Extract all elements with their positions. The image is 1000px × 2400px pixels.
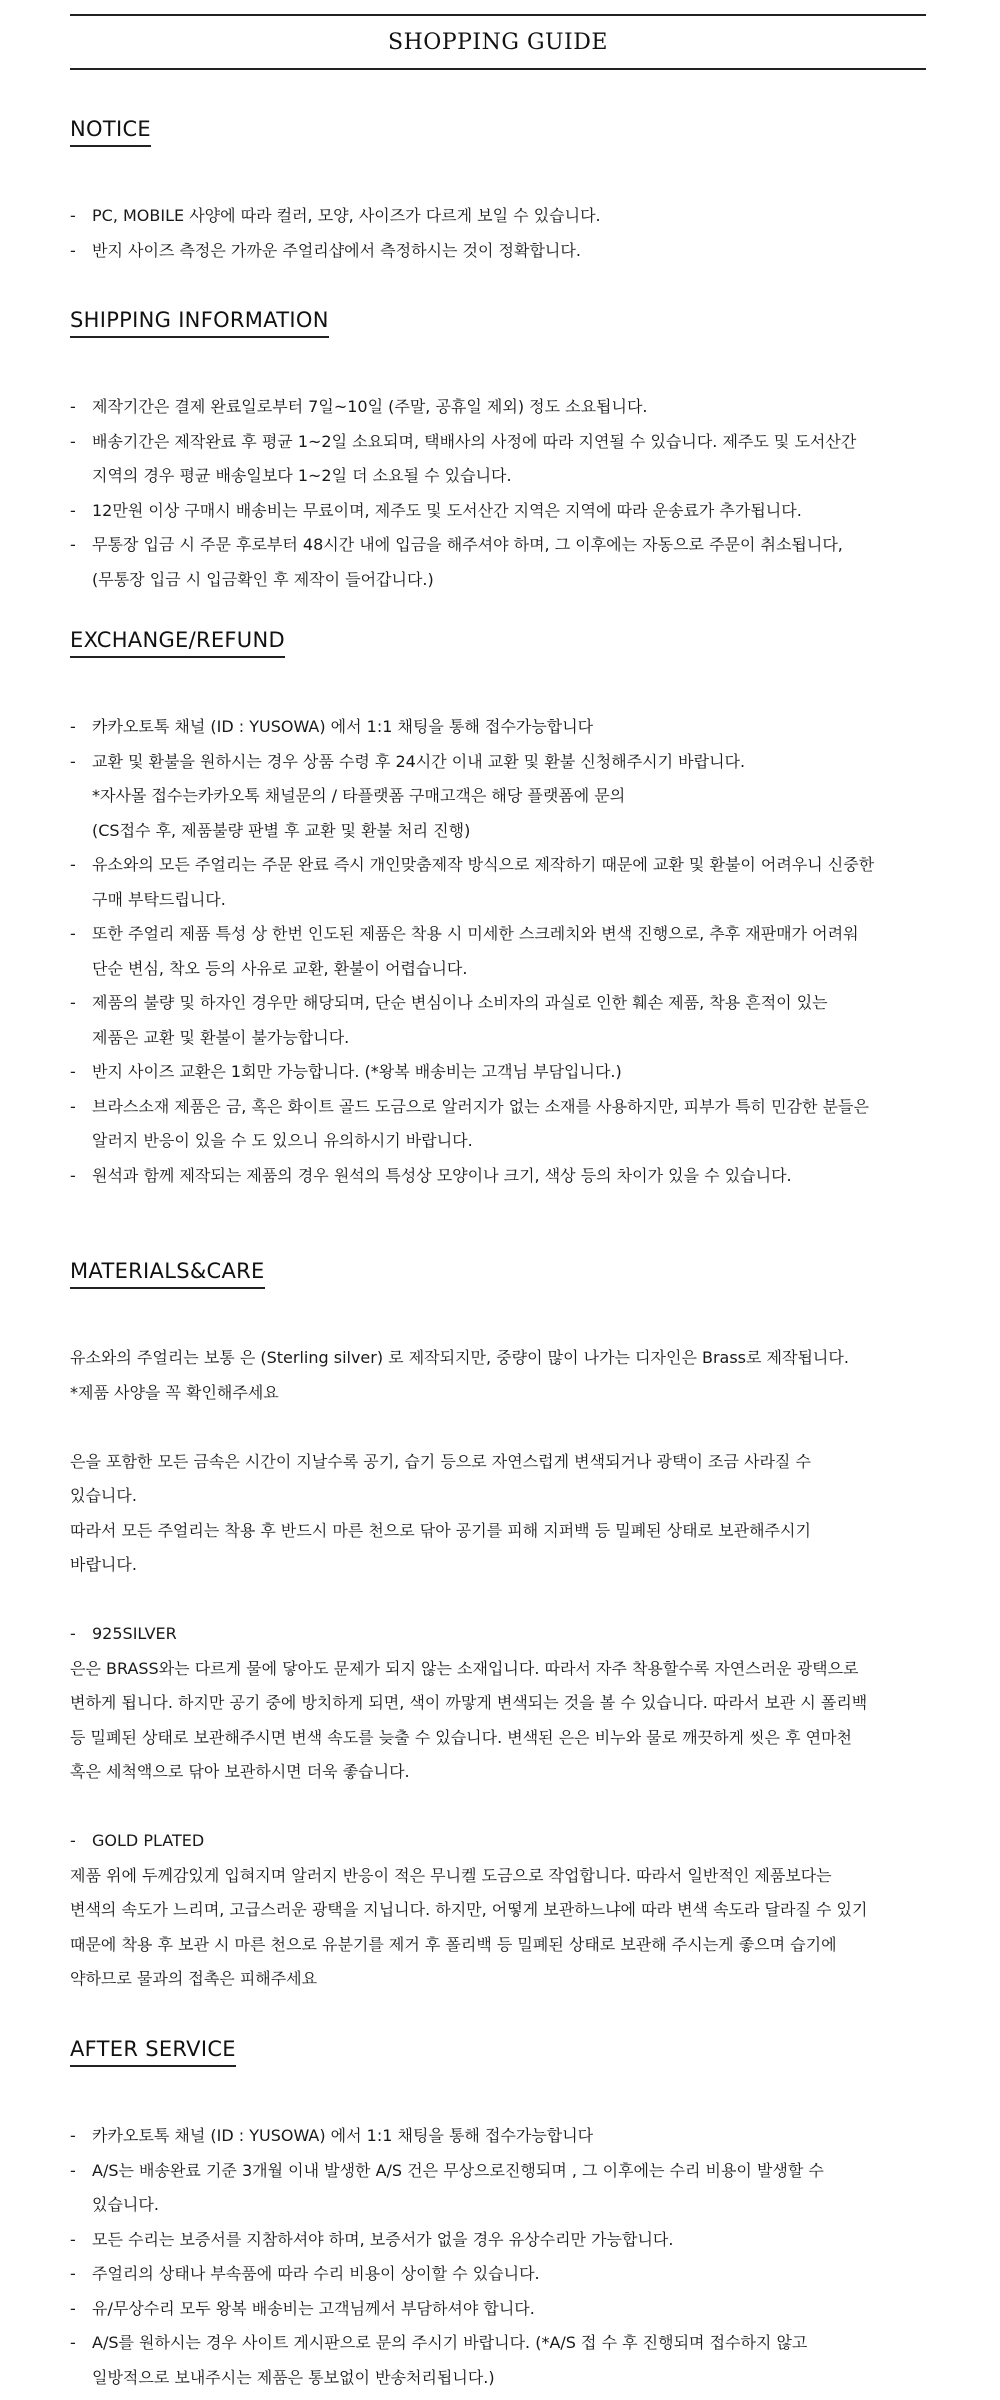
materials-section — [70, 1258, 926, 1997]
gold-label: GOLD PLATED — [92, 1831, 205, 1850]
list-item: - A/S를 원하시는 경우 사이트 게시판으로 문의 주시기 바랍니다. (*A/S 접 수 후 진행되며 접수하지 않고 일방적으로 보내주시는 제품은 통보없이 반송처리됩니다.) — [70, 2333, 808, 2387]
list-item: - 카카오토톡 채널 (ID : YUSOWA) 에서 1:1 채팅을 통해 접수가능합니다 — [70, 717, 594, 736]
list-item: - 또한 주얼리 제품 특성 상 한번 인도된 제품은 착용 시 미세한 스크레치와 변색 진행으로, 추후 재판매가 어려워 단순 변심, 착오 등의 사유로 교환, 환불이 어렵습니다. — [70, 924, 859, 978]
list-item: - PC, MOBILE 사양에 따라 컬러, 모양, 사이즈가 다르게 보일 수 있습니다. — [70, 206, 601, 225]
after-service-section — [70, 2036, 926, 2395]
list-item: - 제품의 불량 및 하자인 경우만 해당되며, 단순 변심이나 소비자의 과실로 인한 훼손 제품, 착용 흔적이 있는 제품은 교환 및 환불이 불가능합니다. — [70, 993, 828, 1047]
guide-title-bar — [70, 14, 926, 70]
list-item: - 주얼리의 상태나 부속품에 따라 수리 비용이 상이할 수 있습니다. — [70, 2264, 540, 2283]
gold-label-list — [70, 1824, 926, 1859]
exchange-heading: EXCHANGE/REFUND — [70, 627, 285, 658]
materials-general-care: 은을 포함한 모든 금속은 시간이 지날수록 공기, 습기 등으로 자연스럽게 변색되거나 광택이 조금 사라질 수 있습니다. 따라서 모든 주얼리는 착용 후 반드시 마른 천으로 닦아 공기를 피해 지퍼백 등 밀폐된 상태로 보관해주시기 바랍니다. — [70, 1451, 811, 1574]
list-item: - GOLD PLATED — [70, 1831, 205, 1850]
list-item: - 배송기간은 제작완료 후 평균 1~2일 소요되며, 택배사의 사정에 따라 지연될 수 있습니다. 제주도 및 도서산간 지역의 경우 평균 배송일보다 1~2일 더 소요될 수 있습니다. — [70, 431, 857, 485]
list-item: - 원석과 함께 제작되는 제품의 경우 원석의 특성상 모양이나 크기, 색상 등의 차이가 있을 수 있습니다. — [70, 1165, 792, 1185]
list-item: - 교환 및 환불을 원하시는 경우 상품 수령 후 24시간 이내 교환 및 환불 신청해주시기 바랍니다. *자사몰 접수는카카오톡 채널문의 / 타플랫폼 구매고객은 해당 플랫폼에 문의 (CS접수 후, 제품불량 판별 후 교환 및 환불 처리 진행) — [70, 751, 746, 840]
list-item: - 반지 사이즈 측정은 가까운 주얼리샵에서 측정하시는 것이 정확합니다. — [70, 240, 581, 260]
list-item: - 브라스소재 제품은 금, 혹은 화이트 골드 도금으로 알러지가 없는 소재를 사용하지만, 피부가 특히 민감한 분들은 알러지 반응이 있을 수 도 있으니 유의하시기 바랍니다. — [70, 1096, 869, 1150]
page-title: SHOPPING GUIDE — [388, 29, 608, 55]
exchange-list — [70, 710, 926, 1193]
shipping-list — [70, 390, 926, 597]
list-item: - 12만원 이상 구매시 배송비는 무료이며, 제주도 및 도서산간 지역은 지역에 따라 운송료가 추가됩니다. — [70, 500, 802, 520]
list-item: - 무통장 입금 시 주문 후로부터 48시간 내에 입금을 해주셔야 하며, 그 이후에는 자동으로 주문이 취소됩니다, (무통장 입금 시 입금확인 후 제작이 들어갑니다.) — [70, 535, 843, 589]
gold-care-text: 제품 위에 두께감있게 입혀지며 알러지 반응이 적은 무니켈 도금으로 작업합니다. 따라서 일반적인 제품보다는 변색의 속도가 느리며, 고급스러운 광택을 지닙니다. 하지만, 어떻게 보관하느냐에 따라 변색 속도라 달라질 수 있기 때문에 착용 후 보관 시 마른 천으로 유분기를 제거 후 폴리백 등 밀폐된 상태로 보관해 주시는게 좋으며 습기에 약하므로 물과의 접촉은 피해주세요 — [70, 1865, 868, 1988]
materials-intro: 유소와의 주얼리는 보통 은 (Sterling silver) 로 제작되지만, 중량이 많이 나가는 디자인은 Brass로 제작됩니다. *제품 사양을 꼭 확인해주세요 — [70, 1348, 849, 1402]
list-item: - 모든 수리는 보증서를 지참하셔야 하며, 보증서가 없을 경우 유상수리만 가능합니다. — [70, 2229, 674, 2249]
silver-label-list — [70, 1617, 926, 1652]
silver-label: 925SILVER — [92, 1624, 177, 1643]
notice-heading: NOTICE — [70, 116, 151, 147]
exchange-section — [70, 627, 926, 1193]
list-item: - 카카오토톡 채널 (ID : YUSOWA) 에서 1:1 채팅을 통해 접수가능합니다 — [70, 2126, 594, 2145]
materials-heading: MATERIALS&CARE — [70, 1258, 265, 1289]
notice-section — [70, 116, 926, 268]
shipping-heading: SHIPPING INFORMATION — [70, 307, 329, 338]
silver-care-text: 은은 BRASS와는 다르게 물에 닿아도 문제가 되지 않는 소재입니다. 따라서 자주 착용할수록 자연스러운 광택으로 변하게 됩니다. 하지만 공기 중에 방치하게 되면, 색이 까맣게 변색되는 것을 볼 수 있습니다. 따라서 보관 시 폴리백 등 밀폐된 상태로 보관해주시면 변색 속도를 늦출 수 있습니다. 변색된 은은 비누와 물로 깨끗하게 씻은 후 연마천 혹은 세척액으로 닦아 보관하시면 더욱 좋습니다. — [70, 1658, 868, 1781]
after-service-list — [70, 2119, 926, 2395]
shipping-section — [70, 307, 926, 597]
notice-list — [70, 199, 926, 268]
list-item: - 유소와의 모든 주얼리는 주문 완료 즉시 개인맞춤제작 방식으로 제작하기 때문에 교환 및 환불이 어려우니 신중한 구매 부탁드립니다. — [70, 855, 875, 909]
after-service-heading: AFTER SERVICE — [70, 2036, 236, 2067]
list-item: - 제작기간은 결제 완료일로부터 7일~10일 (주말, 공휴일 제외) 정도 소요됩니다. — [70, 397, 648, 416]
list-item: - 유/무상수리 모두 왕복 배송비는 고객님께서 부담하셔야 합니다. — [70, 2298, 535, 2318]
list-item: - A/S는 배송완료 기준 3개월 이내 발생한 A/S 건은 무상으로진행되며 , 그 이후에는 수리 비용이 발생할 수 있습니다. — [70, 2160, 824, 2214]
list-item: - 925SILVER — [70, 1624, 177, 1643]
list-item: - 반지 사이즈 교환은 1회만 가능합니다. (*왕복 배송비는 고객님 부담입니다.) — [70, 1062, 622, 1081]
